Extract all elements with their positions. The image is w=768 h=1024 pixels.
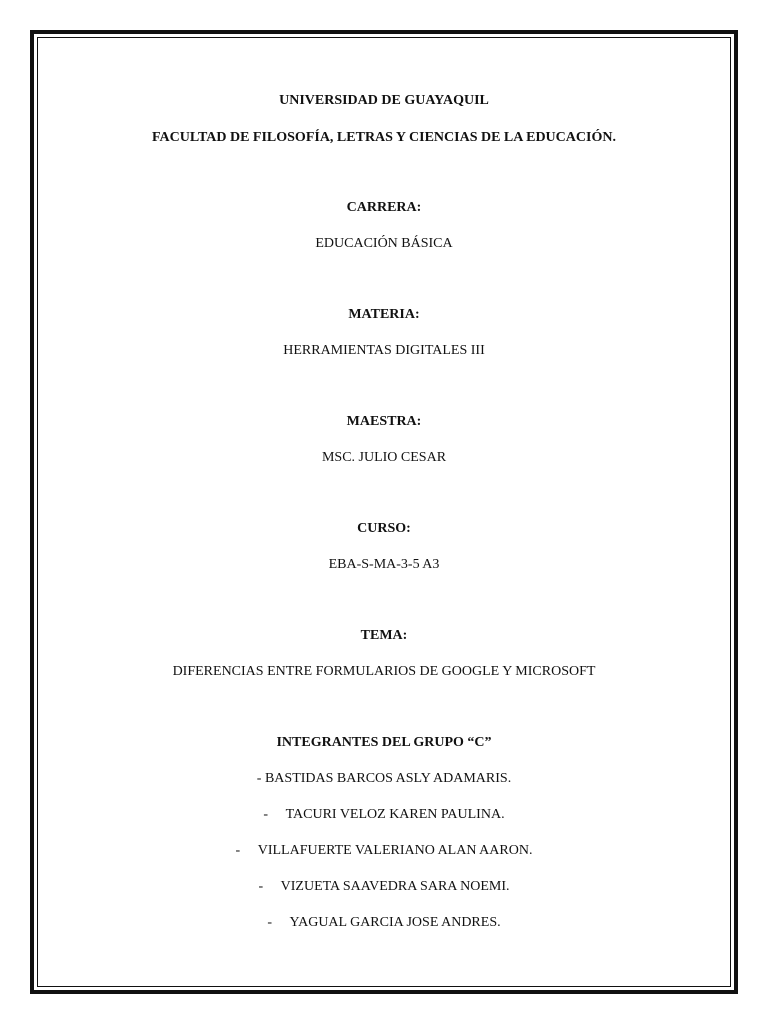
- materia-label: MATERIA:: [348, 307, 420, 322]
- faculty-name: FACULTAD DE FILOSOFÍA, LETRAS Y CIENCIAS DE LA EDUCACIÓN.: [152, 130, 616, 145]
- maestra-label: MAESTRA:: [346, 414, 422, 429]
- group-label: INTEGRANTES DEL GRUPO “C”: [276, 735, 492, 750]
- member-dash: -: [258, 879, 281, 894]
- member-dash: -: [267, 915, 290, 930]
- group-member: [0, 914, 768, 932]
- member-name: BASTIDAS BARCOS ASLY ADAMARIS.: [264, 771, 512, 786]
- member-name: YAGUAL GARCIA JOSE ANDRES.: [289, 915, 501, 930]
- curso-value: EBA-S-MA-3-5 A3: [328, 557, 440, 572]
- group-member: [0, 770, 768, 788]
- maestra-value: MSC. JULIO CESAR: [321, 450, 447, 465]
- curso-label: CURSO:: [357, 521, 411, 536]
- tema-value: DIFERENCIAS ENTRE FORMULARIOS DE GOOGLE Y MICROSOFT: [172, 664, 596, 679]
- university-name: UNIVERSIDAD DE GUAYAQUIL: [279, 93, 489, 108]
- carrera-value: EDUCACIÓN BÁSICA: [315, 236, 453, 251]
- member-dash: -: [235, 843, 258, 858]
- materia-value: HERRAMIENTAS DIGITALES III: [283, 343, 485, 358]
- member-name: VILLAFUERTE VALERIANO ALAN AARON.: [257, 843, 533, 858]
- group-member: [0, 806, 768, 824]
- member-dash: -: [256, 771, 265, 786]
- member-dash: -: [263, 807, 286, 822]
- carrera-label: CARRERA:: [346, 200, 422, 215]
- group-member: [0, 842, 768, 860]
- tema-label: TEMA:: [360, 628, 408, 643]
- member-name: VIZUETA SAAVEDRA SARA NOEMI.: [280, 879, 510, 894]
- group-member: [0, 878, 768, 896]
- member-name: TACURI VELOZ KAREN PAULINA.: [285, 807, 505, 822]
